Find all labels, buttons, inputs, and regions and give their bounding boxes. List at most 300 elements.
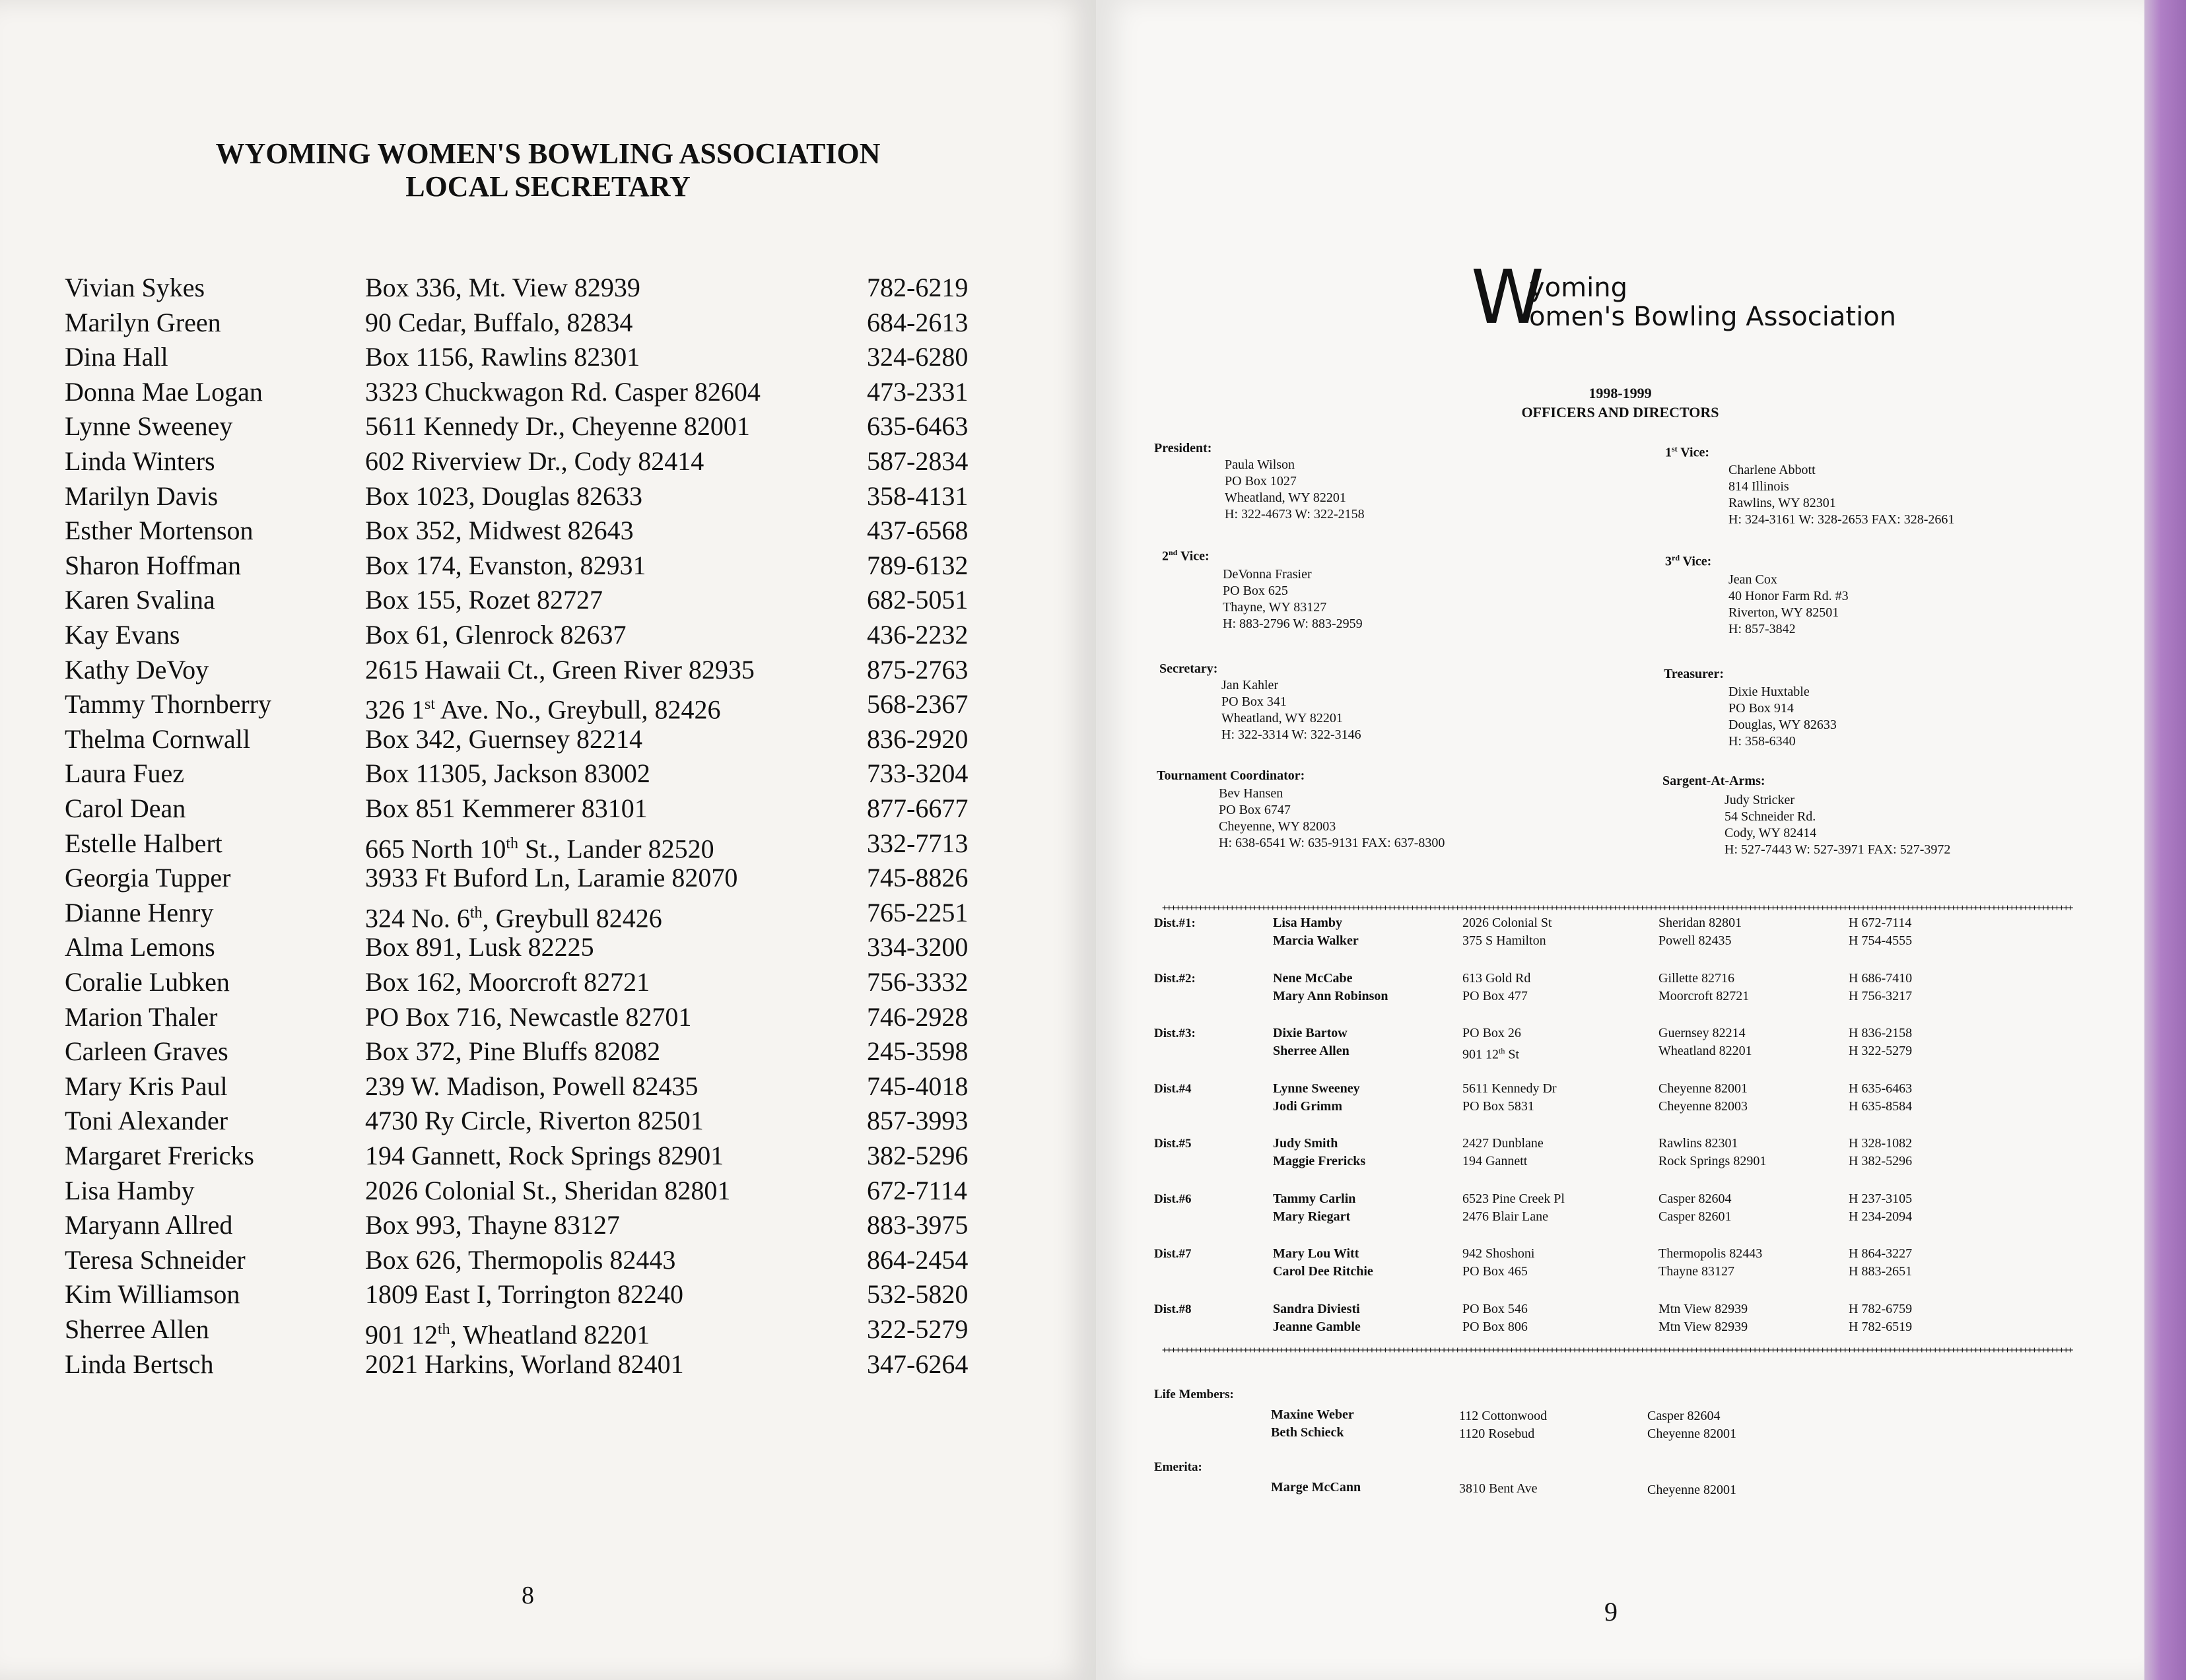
officer-line: H: 322-3314 W: 322-3146: [1221, 727, 1361, 742]
secretary-name: Donna Mae Logan: [65, 377, 263, 407]
secretary-name: Sherree Allen: [65, 1314, 209, 1344]
district-director-name: Nene McCabe: [1273, 971, 1353, 986]
secretary-phone: 733-3204: [867, 758, 969, 788]
second-vice-block: [1223, 566, 1363, 632]
secretary-address: Box 336, Mt. View 82939: [365, 273, 640, 302]
district-director-phones: [1849, 1025, 1912, 1060]
district-director-name: Mary Ann Robinson: [1273, 989, 1388, 1003]
president-label: President:: [1154, 441, 1212, 455]
district-label: Dist.#6: [1154, 1192, 1192, 1206]
secretary-address: Box 162, Moorcroft 82721: [365, 967, 650, 997]
district-director-name: Lynne Sweeney: [1273, 1081, 1360, 1096]
secretary-row: [65, 1312, 1002, 1350]
secretary-phone: 436-2232: [867, 620, 969, 650]
secretary-name: Margaret Frericks: [65, 1141, 254, 1170]
secretary-phone: 334-3200: [867, 932, 969, 962]
secretary-phone: 324-6280: [867, 342, 969, 372]
secretary-row: [65, 340, 1002, 374]
secretary-phone: 437-6568: [867, 516, 969, 545]
secretary-phone: 877-6677: [867, 793, 969, 823]
first-vice-block: [1728, 462, 1954, 528]
second-vice-label: 2nd Vice:: [1162, 548, 1210, 564]
secretary-row: [65, 861, 1002, 895]
secretary-row: [65, 1139, 1002, 1173]
emerita-address: 3810 Bent Ave: [1459, 1481, 1538, 1496]
officer-line: Dixie Huxtable: [1728, 685, 1810, 699]
officer-line: Judy Stricker: [1725, 793, 1795, 807]
logo-w-glyph: W: [1471, 255, 1544, 341]
secretary-phone: 745-4018: [867, 1071, 969, 1101]
district-director-city: Wheatland 82201: [1658, 1044, 1752, 1058]
secretary-row: [65, 618, 1002, 652]
emerita-label: Emerita:: [1154, 1460, 1202, 1474]
treasurer-label: Treasurer:: [1664, 667, 1725, 681]
secretary-row: [65, 687, 1002, 725]
district-director-address: 6523 Pine Creek Pl: [1462, 1192, 1565, 1206]
secretary-address: 239 W. Madison, Powell 82435: [365, 1071, 699, 1101]
secretary-address: Box 11305, Jackson 83002: [365, 758, 650, 788]
page-number: 9: [1604, 1597, 1618, 1627]
secretary-address: Box 993, Thayne 83127: [365, 1210, 620, 1240]
secretary-row: [65, 409, 1002, 444]
district-director-phone: H 864-3227: [1849, 1246, 1913, 1261]
secretary-name: Thelma Cornwall: [65, 724, 251, 754]
district-director-names: [1273, 1300, 1361, 1336]
secretary-address: 2615 Hawaii Ct., Green River 82935: [365, 655, 755, 685]
secretary-row: [65, 653, 1002, 687]
district-director-phone: H 836-2158: [1849, 1026, 1913, 1040]
secretary-row: [65, 965, 1002, 999]
district-director-city: Guernsey 82214: [1658, 1026, 1746, 1040]
secretary-address: PO Box 716, Newcastle 82701: [365, 1002, 692, 1032]
secretary-name: Marilyn Green: [65, 308, 221, 337]
secretary-phone: 864-2454: [867, 1245, 969, 1275]
officer-line: 54 Schneider Rd.: [1725, 809, 1816, 824]
life-member-address: 112 Cottonwood: [1459, 1409, 1548, 1423]
officer-line: Bev Hansen: [1219, 786, 1283, 801]
life-members-label: Life Members:: [1154, 1388, 1234, 1401]
district-director-city: Mtn View 82939: [1658, 1320, 1748, 1334]
district-director-name: Jodi Grimm: [1273, 1099, 1342, 1114]
secretary-row: [65, 1174, 1002, 1208]
officer-line: DeVonna Frasier: [1223, 567, 1312, 582]
district-director-phones: [1849, 1135, 1912, 1170]
district-director-phone: H 782-6759: [1849, 1302, 1913, 1316]
secretary-name: Toni Alexander: [65, 1106, 228, 1135]
secretary-row: [65, 1104, 1002, 1138]
officers-heading: OFFICERS AND DIRECTORS: [1521, 404, 1719, 420]
secretary-name: Marilyn Davis: [65, 481, 219, 511]
secretary-phone: 322-5279: [867, 1314, 969, 1344]
secretary-phone: 746-2928: [867, 1002, 969, 1032]
district-director-addresss: [1462, 1190, 1565, 1226]
third-vice-label: 3rd Vice:: [1665, 553, 1712, 569]
district-director-city: Casper 82601: [1658, 1209, 1732, 1224]
officer-line: Rawlins, WY 82301: [1728, 496, 1836, 510]
secretary-address: Box 372, Pine Bluffs 82082: [365, 1036, 661, 1066]
district-director-name: Sherree Allen: [1273, 1044, 1349, 1058]
district-director-address: PO Box 806: [1462, 1320, 1528, 1334]
district-director-addresss: [1462, 1135, 1544, 1170]
secretary-name: Laura Fuez: [65, 758, 185, 788]
district-director-phones: [1849, 1080, 1912, 1116]
secretary-phone: 245-3598: [867, 1036, 969, 1066]
binding-edge: [2144, 0, 2186, 1680]
district-label: Dist.#2:: [1154, 972, 1196, 986]
district-director-phones: [1849, 1190, 1912, 1226]
district-director-address: PO Box 5831: [1462, 1099, 1534, 1114]
secretary-phone: 883-3975: [867, 1210, 969, 1240]
officer-line: H: 322-4673 W: 322-2158: [1225, 507, 1365, 521]
district-director-city: Thermopolis 82443: [1658, 1246, 1763, 1261]
secretary-row: [65, 791, 1002, 826]
officer-line: Cheyenne, WY 82003: [1219, 819, 1336, 834]
district-director-name: Tammy Carlin: [1273, 1192, 1356, 1206]
district-director-phone: H 672-7114: [1849, 916, 1912, 930]
secretary-row: [65, 1347, 1002, 1382]
treasurer-block: [1728, 684, 1837, 750]
secretary-name: Lisa Hamby: [65, 1176, 195, 1205]
district-director-name: Marcia Walker: [1273, 933, 1359, 948]
district-director-citys: [1658, 1080, 1748, 1116]
district-director-phones: [1849, 1245, 1912, 1281]
secretary-address: Box 1023, Douglas 82633: [365, 481, 642, 511]
secretary-row: [65, 1208, 1002, 1242]
district-director-address: 901 12th St: [1462, 1046, 1520, 1062]
secretary-address: Box 851 Kemmerer 83101: [365, 793, 648, 823]
district-director-name: Maggie Frericks: [1273, 1154, 1366, 1168]
secretary-name: Kim Williamson: [65, 1279, 240, 1309]
district-director-phone: H 782-6519: [1849, 1320, 1913, 1334]
plus-divider: [1162, 904, 2073, 912]
secretary-name: Marion Thaler: [65, 1002, 218, 1032]
district-director-address: PO Box 546: [1462, 1302, 1528, 1316]
secretary-phone: 756-3332: [867, 967, 969, 997]
secretary-phone: 789-6132: [867, 551, 969, 580]
secretary-phone: 382-5296: [867, 1141, 969, 1170]
secretary-name: Linda Winters: [65, 446, 215, 476]
district-director-phone: H 686-7410: [1849, 971, 1913, 986]
district-director-address: 5611 Kennedy Dr: [1462, 1081, 1557, 1096]
secretary-address: Box 626, Thermopolis 82443: [365, 1245, 676, 1275]
district-director-addresss: [1462, 1080, 1557, 1116]
district-director-addresss: [1462, 1300, 1528, 1336]
district-director-name: Carol Dee Ritchie: [1273, 1264, 1373, 1279]
district-director-name: Jeanne Gamble: [1273, 1320, 1361, 1334]
secretary-name: Teresa Schneider: [65, 1245, 246, 1275]
secretary-name: Lynne Sweeney: [65, 411, 233, 441]
secretary-address: 3323 Chuckwagon Rd. Casper 82604: [365, 377, 761, 407]
secretary-address: Box 155, Rozet 82727: [365, 585, 603, 615]
district-director-citys: [1658, 1190, 1732, 1226]
secretary-name: Vivian Sykes: [65, 273, 205, 302]
secretary-address: 4730 Ry Circle, Riverton 82501: [365, 1106, 704, 1135]
district-label: Dist.#4: [1154, 1082, 1192, 1096]
officer-line: Charlene Abbott: [1728, 463, 1816, 477]
president-block: [1225, 457, 1365, 523]
district-label: Dist.#1:: [1154, 916, 1196, 930]
secretary-address: 90 Cedar, Buffalo, 82834: [365, 308, 633, 337]
district-director-address: 2476 Blair Lane: [1462, 1209, 1548, 1224]
life-member-address: 1120 Rosebud: [1459, 1427, 1535, 1441]
secretary-row: [65, 1000, 1002, 1034]
district-director-address: 942 Shoshoni: [1462, 1246, 1535, 1261]
district-director-phones: [1849, 1300, 1912, 1336]
secretary-row: [65, 1277, 1002, 1312]
life-member-names: [1271, 1406, 1354, 1442]
secretary-address: 194 Gannett, Rock Springs 82901: [365, 1141, 724, 1170]
secretary-name: Mary Kris Paul: [65, 1071, 228, 1101]
district-director-address: PO Box 465: [1462, 1264, 1528, 1279]
page-title: WYOMING WOMEN'S BOWLING ASSOCIATION: [215, 137, 881, 170]
secretary-name: Carleen Graves: [65, 1036, 228, 1066]
district-director-phone: H 328-1082: [1849, 1136, 1913, 1151]
district-director-citys: [1658, 1245, 1762, 1281]
district-director-city: Moorcroft 82721: [1658, 989, 1750, 1003]
secretary-row: [65, 930, 1002, 964]
secretary-name: Dianne Henry: [65, 898, 214, 927]
life-member-name: Beth Schieck: [1271, 1425, 1344, 1440]
district-director-city: Cheyenne 82001: [1658, 1081, 1748, 1096]
secretary-name: Sharon Hoffman: [65, 551, 241, 580]
secretary-address: Box 342, Guernsey 82214: [365, 724, 642, 754]
district-director-address: 2026 Colonial St: [1462, 916, 1552, 930]
secretary-address: 1809 East I, Torrington 82240: [365, 1279, 683, 1309]
district-director-city: Casper 82604: [1658, 1192, 1732, 1206]
district-director-names: [1273, 914, 1359, 950]
district-director-addresss: [1462, 914, 1552, 950]
plus-divider: [1162, 1347, 2073, 1355]
right-page: [1096, 0, 2144, 1680]
secretary-row: [65, 722, 1002, 756]
secretary-name: Kathy DeVoy: [65, 655, 209, 685]
secretary-label: Secretary:: [1159, 661, 1218, 676]
secretary-address: 326 1st Ave. No., Greybull, 82426: [365, 694, 721, 725]
district-director-names: [1273, 1190, 1355, 1226]
secretary-row: [65, 306, 1002, 340]
district-director-address: 613 Gold Rd: [1462, 971, 1531, 986]
district-director-phone: H 234-2094: [1849, 1209, 1913, 1224]
officer-line: Thayne, WY 83127: [1223, 600, 1327, 615]
officer-line: Wheatland, WY 82201: [1221, 711, 1343, 725]
secretary-phone: 836-2920: [867, 724, 969, 754]
secretary-name: Alma Lemons: [65, 932, 215, 962]
secretary-address: Box 1156, Rawlins 82301: [365, 342, 640, 372]
page-subtitle: LOCAL SECRETARY: [405, 170, 691, 203]
secretary-address: 5611 Kennedy Dr., Cheyenne 82001: [365, 411, 750, 441]
first-vice-label: 1st Vice:: [1665, 444, 1709, 460]
district-director-phones: [1849, 970, 1912, 1005]
secretary-name: Esther Mortenson: [65, 516, 254, 545]
secretary-address: Box 891, Lusk 82225: [365, 932, 594, 962]
district-director-city: Thayne 83127: [1658, 1264, 1734, 1279]
secretary-row: [65, 1069, 1002, 1104]
district-director-names: [1273, 1135, 1365, 1170]
sargent-at-arms-label: Sargent-At-Arms:: [1662, 774, 1765, 788]
officer-line: Cody, WY 82414: [1725, 826, 1817, 840]
sargent-at-arms-block: [1725, 792, 1950, 858]
secretary-row: [65, 549, 1002, 583]
district-director-addresss: [1462, 1245, 1534, 1281]
secretary-phone: 684-2613: [867, 308, 969, 337]
officer-line: Jean Cox: [1728, 572, 1777, 587]
district-director-names: [1273, 1245, 1373, 1281]
district-label: Dist.#8: [1154, 1302, 1192, 1316]
tournament-coordinator-block: [1219, 786, 1445, 852]
district-label: Dist.#3:: [1154, 1026, 1196, 1040]
district-director-city: Cheyenne 82003: [1658, 1099, 1748, 1114]
secretary-name: Maryann Allred: [65, 1210, 233, 1240]
district-director-phone: H 237-3105: [1849, 1192, 1913, 1206]
district-director-city: Rawlins 82301: [1658, 1136, 1738, 1151]
secretary-name: Georgia Tupper: [65, 863, 231, 892]
officer-line: Jan Kahler: [1221, 678, 1279, 692]
district-director-citys: [1658, 914, 1742, 950]
secretary-phone: 745-8826: [867, 863, 969, 892]
secretary-row: [65, 1243, 1002, 1277]
district-director-name: Lisa Hamby: [1273, 916, 1343, 930]
district-label: Dist.#7: [1154, 1247, 1192, 1261]
secretary-address: 324 No. 6th, Greybull 82426: [365, 903, 662, 933]
officer-line: PO Box 341: [1221, 694, 1287, 709]
life-member-addresses: [1459, 1407, 1547, 1443]
district-director-address: 375 S Hamilton: [1462, 933, 1546, 948]
district-director-address: 194 Gannett: [1462, 1154, 1528, 1168]
officer-line: 40 Honor Farm Rd. #3: [1728, 589, 1849, 603]
secretary-name: Tammy Thornberry: [65, 689, 272, 719]
district-director-phone: H 756-3217: [1849, 989, 1913, 1003]
secretary-name: Kay Evans: [65, 620, 180, 650]
logo-line-2: omen's Bowling Association: [1529, 302, 1897, 332]
secretary-row: [65, 756, 1002, 791]
district-director-address: 2427 Dunblane: [1462, 1136, 1544, 1151]
secretary-name: Karen Svalina: [65, 585, 215, 615]
secretary-phone: 532-5820: [867, 1279, 969, 1309]
secretary-name: Carol Dean: [65, 793, 186, 823]
district-director-names: [1273, 1080, 1360, 1116]
secretary-phone: 682-5051: [867, 585, 969, 615]
officer-line: Wheatland, WY 82201: [1225, 490, 1346, 505]
secretary-phone: 672-7114: [867, 1176, 967, 1205]
district-director-name: Judy Smith: [1273, 1136, 1338, 1151]
district-director-phone: H 635-8584: [1849, 1099, 1913, 1114]
secretary-address: 602 Riverview Dr., Cody 82414: [365, 446, 704, 476]
officer-line: PO Box 6747: [1219, 803, 1291, 817]
district-director-phone: H 883-2651: [1849, 1264, 1913, 1279]
district-director-citys: [1658, 1025, 1752, 1060]
officer-line: Douglas, WY 82633: [1728, 718, 1837, 732]
officer-line: H: 883-2796 W: 883-2959: [1223, 617, 1363, 631]
life-member-city: Cheyenne 82001: [1647, 1427, 1736, 1441]
secretary-name: Coralie Lubken: [65, 967, 230, 997]
secretary-address: 901 12th, Wheatland 82201: [365, 1320, 650, 1350]
district-director-address: PO Box 477: [1462, 989, 1528, 1003]
secretary-phone: 857-3993: [867, 1106, 969, 1135]
officer-line: H: 638-6541 W: 635-9131 FAX: 637-8300: [1219, 836, 1445, 850]
district-director-name: Sandra Diviesti: [1273, 1302, 1360, 1316]
secretary-phone: 473-2331: [867, 377, 969, 407]
secretary-phone: 568-2367: [867, 689, 969, 719]
secretary-address: Box 61, Glenrock 82637: [365, 620, 627, 650]
secretary-address: Box 352, Midwest 82643: [365, 516, 634, 545]
officer-line: PO Box 914: [1728, 701, 1794, 716]
secretary-row: [65, 826, 1002, 864]
officer-line: H: 527-7443 W: 527-3971 FAX: 527-3972: [1725, 842, 1951, 857]
secretary-phone: 332-7713: [867, 828, 969, 858]
emerita-name: Marge McCann: [1271, 1480, 1361, 1495]
officer-line: H: 857-3842: [1728, 622, 1796, 636]
life-member-cities: [1647, 1407, 1736, 1443]
district-label: Dist.#5: [1154, 1137, 1192, 1151]
tournament-coordinator-label: Tournament Coordinator:: [1157, 768, 1305, 783]
district-director-name: Mary Riegart: [1273, 1209, 1351, 1224]
secretary-name: Dina Hall: [65, 342, 168, 372]
district-director-name: Dixie Bartow: [1273, 1026, 1348, 1040]
secretary-row: [65, 444, 1002, 479]
officer-line: H: 324-3161 W: 328-2653 FAX: 328-2661: [1728, 512, 1955, 527]
district-director-city: Powell 82435: [1658, 933, 1732, 948]
district-director-phone: H 635-6463: [1849, 1081, 1913, 1096]
district-director-name: Mary Lou Witt: [1273, 1246, 1359, 1261]
district-director-city: Mtn View 82939: [1658, 1302, 1748, 1316]
emerita-city: Cheyenne 82001: [1647, 1483, 1736, 1497]
secretary-row: [65, 479, 1002, 514]
page-number: 8: [522, 1582, 534, 1609]
district-director-city: Gillette 82716: [1658, 971, 1734, 986]
secretary-row: [65, 896, 1002, 933]
district-director-names: [1273, 1025, 1349, 1060]
secretary-row: [65, 375, 1002, 409]
third-vice-block: [1728, 572, 1849, 638]
officer-line: Paula Wilson: [1225, 457, 1295, 472]
officer-line: H: 358-6340: [1728, 734, 1796, 749]
officer-line: PO Box 625: [1223, 584, 1288, 598]
life-member-name: Maxine Weber: [1271, 1407, 1354, 1422]
secretary-address: 2021 Harkins, Worland 82401: [365, 1349, 684, 1379]
secretary-row: [65, 271, 1002, 305]
district-director-city: Rock Springs 82901: [1658, 1154, 1767, 1168]
district-director-city: Sheridan 82801: [1658, 916, 1742, 930]
secretary-phone: 765-2251: [867, 898, 969, 927]
secretary-phone: 782-6219: [867, 273, 969, 302]
logo-line-1: yoming: [1529, 273, 1627, 303]
secretary-address: 665 North 10th St., Lander 82520: [365, 834, 714, 864]
secretary-phone: 875-2763: [867, 655, 969, 685]
district-director-phone: H 382-5296: [1849, 1154, 1913, 1168]
secretary-phone: 635-6463: [867, 411, 969, 441]
season-year: 1998-1999: [1588, 385, 1652, 401]
district-director-names: [1273, 970, 1388, 1005]
officer-line: PO Box 1027: [1225, 474, 1297, 488]
secretary-address: 3933 Ft Buford Ln, Laramie 82070: [365, 863, 738, 892]
secretary-row: [65, 583, 1002, 617]
secretary-row: [65, 514, 1002, 548]
secretary-phone: 347-6264: [867, 1349, 969, 1379]
secretary-address: 2026 Colonial St., Sheridan 82801: [365, 1176, 731, 1205]
district-director-citys: [1658, 1300, 1748, 1336]
secretary-address: Box 174, Evanston, 82931: [365, 551, 646, 580]
district-director-phone: H 322-5279: [1849, 1044, 1913, 1058]
district-director-phones: [1849, 914, 1912, 950]
secretary-phone: 587-2834: [867, 446, 969, 476]
district-director-citys: [1658, 970, 1749, 1005]
district-director-addresss: [1462, 1025, 1521, 1060]
secretary-row: [65, 1034, 1002, 1069]
officer-line: Riverton, WY 82501: [1728, 605, 1839, 620]
life-member-city: Casper 82604: [1647, 1409, 1721, 1423]
officer-line: 814 Illinois: [1728, 479, 1789, 494]
district-director-address: PO Box 26: [1462, 1026, 1521, 1040]
